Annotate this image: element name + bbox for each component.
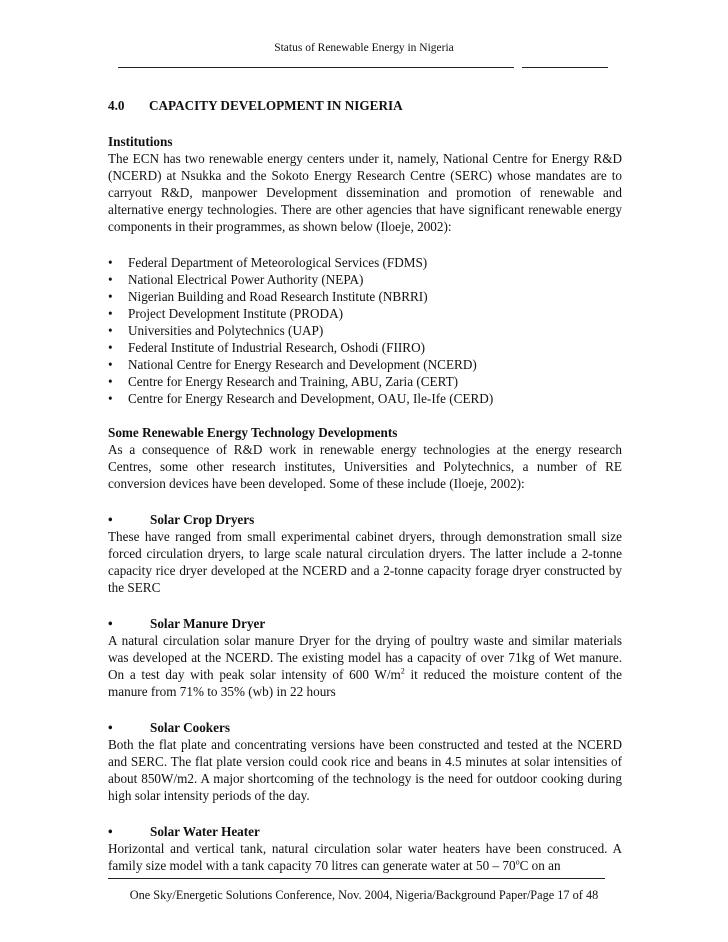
water-heater-title [108, 823, 622, 840]
water-heater-text-part: C on an [519, 858, 561, 873]
list-item: • Federal Department of Meteorological Services (FDMS) [108, 254, 622, 271]
section-number: 4.0 [108, 98, 125, 113]
header-rule [118, 67, 514, 68]
superscript: o [515, 857, 520, 867]
water-heater-text-part: Horizontal and vertical tank, natural circulation solar water heaters have been construced. A family size model with a tank capacity 70 litres can generate water at 50 – 70 [108, 841, 622, 873]
institutions-list [108, 254, 622, 407]
crop-dryers-title [108, 511, 622, 528]
water-heater-title-text: Solar Water Heater [150, 824, 260, 839]
crop-dryers-paragraph: These have ranged from small experimental cabinet dryers, through demonstration small size forced circulation dryers, to large scale natural circulation dryers. The latter include a 2-tonne capacity rice dryer developed at the NCERD and a 2-tonne capacity forage dryer constructed by the SERC [108, 529, 622, 595]
water-heater-block [108, 823, 622, 874]
developments-paragraph: As a consequence of R&D work in renewable energy technologies at the energy research Centres, some other research institutes, Universities and Polytechnics, a number of RE conversion devices have been developed. Some of these include (Iloeje, 2002): [108, 442, 622, 491]
superscript: 2 [400, 666, 405, 676]
bullet-icon: • [108, 720, 113, 735]
cookers-title-text: Solar Cookers [150, 720, 230, 735]
crop-dryers-title-text: Solar Crop Dryers [150, 512, 255, 527]
manure-dryer-title [108, 615, 622, 632]
page-footer: One Sky/Energetic Solutions Conference, Nov. 2004, Nigeria/Background Paper/Page 17 of 48 [129, 888, 599, 902]
header-rule-short [522, 67, 608, 68]
manure-dryer-block [108, 615, 622, 700]
page-body [108, 97, 622, 874]
manure-dryer-title-text: Solar Manure Dryer [150, 616, 266, 631]
cookers-block [108, 719, 622, 804]
developments-heading: Some Renewable Energy Technology Developments [108, 425, 398, 440]
manure-dryer-paragraph [108, 632, 622, 700]
running-header: Status of Renewable Energy in Nigeria [274, 42, 454, 54]
list-item: • National Electrical Power Authority (NEPA) [108, 271, 622, 288]
list-item: • National Centre for Energy Research and Development (NCERD) [108, 356, 622, 373]
water-heater-paragraph [108, 840, 622, 874]
list-item: • Centre for Energy Research and Development, OAU, Ile-Ife (CERD) [108, 390, 622, 407]
footer-rule [108, 878, 605, 879]
list-item: • Centre for Energy Research and Training, ABU, Zaria (CERT) [108, 373, 622, 390]
manure-text-part: A natural circulation solar manure Dryer for the drying of poultry waste and similar materials was developed at the NCERD. The existing model has a capacity of over 71kg of Wet manure. On a test day with peak solar intensity of 600 W/m [108, 633, 622, 682]
bullet-icon: • [108, 824, 113, 839]
institutions-heading: Institutions [108, 134, 173, 149]
cookers-paragraph: Both the flat plate and concentrating versions have been constructed and tested at the NCERD and SERC. The flat plate version could cook rice and beans in 4.5 minutes at solar intensities of about 850W/m2. A major shortcoming of the technology is the need for outdoor cooking during high solar intensity periods of the day. [108, 737, 622, 803]
cookers-title [108, 719, 622, 736]
bullet-icon: • [108, 616, 113, 631]
list-item: • Project Development Institute (PRODA) [108, 305, 622, 322]
section-title [108, 97, 622, 114]
list-item: • Nigerian Building and Road Research Institute (NBRRI) [108, 288, 622, 305]
section-title-text: CAPACITY DEVELOPMENT IN NIGERIA [149, 98, 403, 113]
list-item: • Federal Institute of Industrial Research, Oshodi (FIIRO) [108, 339, 622, 356]
bullet-icon: • [108, 512, 113, 527]
institutions-paragraph: The ECN has two renewable energy centers under it, namely, National Centre for Energy R&D (NCERD) at Nsukka and the Sokoto Energy Research Centre (SERC) whose mandates are to carryout R&D, manpower Development dissemination and promotion of renewable and alternative energy technologies. There are other agencies that have significant renewable energy components in their programmes, as shown below (Iloeje, 2002): [108, 151, 622, 234]
manure-text-part: it reduced the moisture content of the manure from 71% to 35% (wb) in 22 hours [108, 667, 622, 699]
crop-dryers-block [108, 511, 622, 596]
list-item: • Universities and Polytechnics (UAP) [108, 322, 622, 339]
